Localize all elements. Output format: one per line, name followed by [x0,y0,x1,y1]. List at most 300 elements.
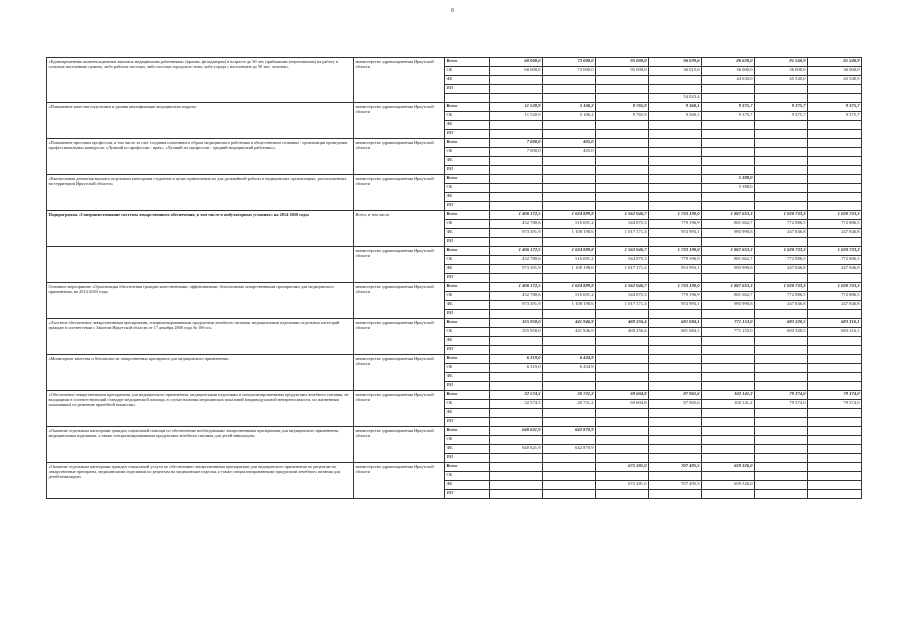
funding-source: ОБ [445,184,490,193]
funding-source: Всего [445,391,490,400]
funding-source: ИИ [445,310,490,319]
amount-cell [755,373,808,382]
amount-cell: 87 965,6 [649,391,702,400]
table-row [47,58,862,67]
amount-cell [596,346,649,355]
amount-cell: 68 000,0 [490,58,543,67]
measure-description: «Мониторинг качества и безопасности лекарственных препаратов для медицинского применения» [47,355,354,391]
measure-description [47,247,354,283]
amount-cell [755,454,808,463]
amount-cell [702,382,755,391]
amount-cell [702,490,755,499]
amount-cell: 1 020 733,3 [755,247,808,256]
amount-cell [755,418,808,427]
amount-cell [808,193,862,202]
amount-cell [596,148,649,157]
amount-cell: 45 540,0 [755,76,808,85]
amount-cell [808,364,862,373]
funding-source: ОБ [445,472,490,481]
funding-source: ФБ [445,229,490,238]
amount-cell: 441 946,9 [543,319,596,328]
funding-source: ФБ [445,265,490,274]
amount-cell: 9 375,7 [808,112,862,121]
amount-cell [808,373,862,382]
funding-source: ФБ [445,121,490,130]
amount-cell [490,337,543,346]
funding-source: ИИ [445,382,490,391]
amount-cell [808,121,862,130]
amount-cell: 5 106,2 [543,112,596,121]
amount-cell [596,409,649,418]
amount-cell: 683 320,5 [755,328,808,337]
amount-cell [649,436,702,445]
amount-cell [490,202,543,211]
amount-cell [755,202,808,211]
amount-cell [808,184,862,193]
amount-cell [543,346,596,355]
amount-cell: 6 434,9 [543,355,596,364]
amount-cell [596,472,649,481]
amount-cell [649,148,702,157]
funding-source: Всего [445,211,490,220]
funding-source: ФБ [445,193,490,202]
funding-source: Всего [445,247,490,256]
amount-cell: 1 020 733,3 [755,211,808,220]
funding-source: ФБ [445,409,490,418]
amount-cell [543,202,596,211]
amount-cell: 642 870,9 [543,427,596,436]
amount-cell: 1 017 171,4 [596,229,649,238]
amount-cell [702,346,755,355]
amount-cell [755,310,808,319]
amount-cell [649,139,702,148]
amount-cell: 11 520,9 [490,112,543,121]
amount-cell [755,463,808,472]
amount-cell [649,355,702,364]
funding-source: ОБ [445,256,490,265]
amount-cell [543,382,596,391]
amount-cell [755,166,808,175]
amount-cell [596,355,649,364]
amount-cell [702,445,755,454]
amount-cell [543,436,596,445]
amount-cell: 68 000,0 [490,67,543,76]
amount-cell: 79 374,0 [755,400,808,409]
amount-cell [808,472,862,481]
amount-cell: 95 000,0 [596,67,649,76]
amount-cell [490,373,543,382]
funding-source: ФБ [445,481,490,490]
amount-cell: 771 153,0 [702,319,755,328]
amount-cell [755,346,808,355]
amount-cell: 36 000,0 [755,67,808,76]
amount-cell [649,382,702,391]
amount-cell: 9 765,9 [596,103,649,112]
amount-cell: 642 870,9 [543,445,596,454]
amount-cell: 32 574,5 [490,391,543,400]
amount-cell [490,490,543,499]
funding-source: ФБ [445,445,490,454]
amount-cell [702,121,755,130]
amount-cell [596,130,649,139]
measure-description: «Обеспечение лекарственными препаратами для медицинского применения, медицинскими изделиями и специализированными продуктами лечебного питания, не входящими в соответствующий стандарт медицинской помощи, в случае наличия медицинских показаний (индивидуальной непереносимости, по жизненным показаниям) по решению врачебной комиссии» [47,391,354,427]
funding-source: Всего [445,103,490,112]
funding-source: ИИ [445,418,490,427]
amount-cell [649,184,702,193]
amount-cell [702,85,755,94]
funding-source: ОБ [445,220,490,229]
amount-cell [649,445,702,454]
amount-cell: 247 846,8 [808,229,862,238]
amount-cell [755,274,808,283]
amount-cell [808,490,862,499]
amount-cell [596,427,649,436]
amount-cell [755,364,808,373]
amount-cell: 5 388,0 [702,175,755,184]
amount-cell: 69 604,8 [596,400,649,409]
amount-cell: 544 875,3 [596,292,649,301]
funding-source: ИИ [445,202,490,211]
amount-cell [702,337,755,346]
amount-cell [543,121,596,130]
amount-cell: 9 375,7 [755,103,808,112]
amount-cell: 779 196,9 [649,256,702,265]
amount-cell: 544 875,3 [596,220,649,229]
amount-cell: 20 731,2 [543,400,596,409]
amount-cell [596,418,649,427]
amount-cell [649,130,702,139]
amount-cell [543,130,596,139]
amount-cell: 683 316,1 [808,328,862,337]
amount-cell: 95 000,0 [596,58,649,67]
amount-cell [596,139,649,148]
amount-cell [543,76,596,85]
amount-cell [755,148,808,157]
amount-cell [596,238,649,247]
amount-cell [755,157,808,166]
amount-cell: 683 316,1 [808,319,862,328]
amount-cell: 6 319,0 [490,364,543,373]
table-row [47,319,862,328]
amount-cell [808,157,862,166]
amount-cell [490,184,543,193]
amount-cell: 1 733 190,0 [649,211,702,220]
amount-cell [755,184,808,193]
amount-cell: 1 020 733,3 [808,247,862,256]
executor-cell: министерство здравоохранения Иркутской области [354,427,445,463]
amount-cell: 881 662,7 [702,220,755,229]
amount-cell: 516 691,2 [543,220,596,229]
amount-cell [755,427,808,436]
amount-cell [543,166,596,175]
amount-cell: 1 624 889,8 [543,283,596,292]
amount-cell [596,445,649,454]
amount-cell [596,85,649,94]
amount-cell [755,139,808,148]
amount-cell: 45 540,9 [808,76,862,85]
amount-cell: 73 000,0 [543,58,596,67]
amount-cell: 1 406 172,5 [490,247,543,256]
amount-cell [490,94,543,103]
amount-cell: 953 993,1 [649,301,702,310]
amount-cell [755,121,808,130]
measure-description: «Единовременные компенсационные выплаты медицинским работникам» (врачам, фельдшерам) в возрасте до 50 лет, прибывшим (переехавшим) на работу в сельские населенные пункты, либо рабочие поселки, либо поселки городского типа, либо города с населением до 50 тыс. человек» [47,58,354,103]
amount-cell [649,454,702,463]
amount-cell: 1 867 653,3 [702,283,755,292]
funding-source: Всего [445,139,490,148]
amount-cell: 432 780,6 [490,220,543,229]
amount-cell [755,472,808,481]
funding-source: ОБ [445,328,490,337]
amount-cell [649,274,702,283]
amount-cell: 79 374,0 [808,391,862,400]
funding-source: Всего [445,319,490,328]
amount-cell [702,274,755,283]
funding-source: ФБ [445,157,490,166]
table-row [47,283,862,292]
amount-cell [808,175,862,184]
amount-cell [702,166,755,175]
amount-cell: 1 020 733,3 [808,211,862,220]
amount-cell [490,193,543,202]
amount-cell: 985 990,6 [702,229,755,238]
amount-cell [808,94,862,103]
measure-description: «Льготное обеспечение лекарственными препаратами, специализированными продуктами лечебного питания, медицинскими изделиями отдельных категорий граждан в соответствии с Законом Иркутской области от 17 декабря 2008 года № 106-оз» [47,319,354,355]
funding-source: Всего [445,427,490,436]
amount-cell: 675 281,0 [596,463,649,472]
amount-cell [490,157,543,166]
amount-cell [755,409,808,418]
amount-cell: 953 993,1 [649,229,702,238]
amount-cell [702,238,755,247]
amount-cell [490,436,543,445]
amount-cell [755,481,808,490]
amount-cell [490,238,543,247]
funding-source: ИИ [445,166,490,175]
measure-description: «Оказание отдельным категориям граждан социальной помощи по обеспечению необходимыми лекарственными препаратами для медицинского применения, медицинскими изделиями, а также специализированными продуктами лечебного питания для детей-инвалидов» [47,427,354,463]
amount-cell [755,355,808,364]
amount-cell: 247 846,8 [755,265,808,274]
table-row [47,247,862,256]
amount-cell: 516 691,2 [543,292,596,301]
amount-cell: 102 141,2 [702,400,755,409]
amount-cell: 772 886,5 [755,220,808,229]
executor-cell: министерство здравоохранения Иркутской области [354,175,445,211]
executor-cell: министерство здравоохранения Иркутской области [354,139,445,175]
amount-cell: 973 391,9 [490,265,543,274]
amount-cell: 9 360,1 [649,103,702,112]
amount-cell [702,373,755,382]
amount-cell: 1 020 733,3 [755,283,808,292]
amount-cell [490,472,543,481]
amount-cell: 355 958,0 [490,328,543,337]
amount-cell [596,202,649,211]
amount-cell [596,121,649,130]
amount-cell: 675 281,0 [596,481,649,490]
amount-cell [702,436,755,445]
amount-cell: 102 141,2 [702,391,755,400]
amount-cell [702,94,755,103]
budget-table [46,57,862,499]
amount-cell [490,76,543,85]
amount-cell: 1 017 171,4 [596,301,649,310]
amount-cell: 469 256,4 [596,328,649,337]
amount-cell [596,184,649,193]
amount-cell [490,481,543,490]
amount-cell [649,121,702,130]
executor-cell: министерство здравоохранения Иркутской области [354,355,445,391]
amount-cell [490,310,543,319]
amount-cell: 779 196,9 [649,292,702,301]
amount-cell [702,454,755,463]
table-row [47,139,862,148]
amount-cell [808,409,862,418]
amount-cell: 1 733 190,0 [649,283,702,292]
amount-cell: 640 621,9 [490,445,543,454]
measure-description: Основное мероприятие «Организация обеспечения граждан качественными, эффективными, безопасными лекарственными препаратами для медицинского применения» на 2014-2020 годы [47,283,354,319]
amount-cell: 69 604,8 [596,391,649,400]
amount-cell: 1 020 733,3 [808,283,862,292]
amount-cell [490,418,543,427]
amount-cell: 79 374,0 [755,391,808,400]
amount-cell: 1 733 190,0 [649,247,702,256]
amount-cell [755,445,808,454]
amount-cell: 985 990,6 [702,301,755,310]
amount-cell [808,166,862,175]
amount-cell [596,364,649,373]
amount-cell [702,418,755,427]
amount-cell [543,481,596,490]
amount-cell [702,157,755,166]
amount-cell [596,94,649,103]
amount-cell [596,193,649,202]
amount-cell [596,454,649,463]
amount-cell: 659 326,0 [702,481,755,490]
funding-source: ИИ [445,454,490,463]
amount-cell: 772 886,5 [755,256,808,265]
amount-cell [490,454,543,463]
amount-cell [808,436,862,445]
amount-cell [543,157,596,166]
amount-cell [490,274,543,283]
amount-cell [543,490,596,499]
amount-cell: 36 000,0 [702,67,755,76]
executor-cell: министерство здравоохранения Иркутской области [354,319,445,355]
amount-cell: 7 000,0 [490,139,543,148]
amount-cell: 73 000,0 [543,67,596,76]
amount-cell [649,157,702,166]
amount-cell [702,148,755,157]
amount-cell: 881 662,7 [702,256,755,265]
amount-cell [808,148,862,157]
amount-cell: 432 780,6 [490,292,543,301]
amount-cell: 6 434,9 [543,364,596,373]
measure-description: «Оказание отдельным категориям граждан социальной услуги по обеспечению лекарственными препаратами для медицинского применения по рецептам на лекарственные препараты, медицинскими изделиями по рецептам на медицинские изделия, а также специализированными продуктами лечебного питания для детей-инвалидов» [47,463,354,499]
amount-cell [702,310,755,319]
amount-cell [543,94,596,103]
amount-cell [543,373,596,382]
amount-cell: 5 388,0 [702,184,755,193]
executor-cell: министерство здравоохранения Иркутской области [354,463,445,499]
amount-cell [490,382,543,391]
amount-cell: 9 360,1 [649,112,702,121]
funding-source: ФБ [445,76,490,85]
funding-source [445,94,490,103]
amount-cell: 772 886,5 [755,292,808,301]
amount-cell [543,454,596,463]
funding-source: Всего [445,58,490,67]
amount-cell: 683 320,5 [755,319,808,328]
amount-cell: 707 495,5 [649,481,702,490]
funding-source: Всего [445,175,490,184]
measure-description: Подпрограмма «Совершенствование системы лекарственного обеспечения, в том числе в амбулаторных условиях» на 2014-2020 годы [47,211,354,247]
amount-cell: 772 886,5 [808,220,862,229]
funding-source: ИИ [445,346,490,355]
amount-cell [702,364,755,373]
amount-cell: 32 574,5 [490,400,543,409]
amount-cell: 1 624 889,8 [543,211,596,220]
amount-cell: 9 375,7 [755,112,808,121]
amount-cell [596,490,649,499]
executor-cell: министерство здравоохранения Иркутской области [354,283,445,319]
amount-cell: 779 196,9 [649,220,702,229]
amount-cell [808,454,862,463]
executor-cell: Всего, в том числе [354,211,445,247]
amount-cell [649,472,702,481]
measure-description: «Ежемесячная денежная выплата отдельным категориям студентов в целях привлечения их для дальнейшей работы в медицинских организациях, расположенных на территории Иркутской области» [47,175,354,211]
amount-cell [808,85,862,94]
amount-cell [596,373,649,382]
amount-cell [755,94,808,103]
amount-cell [543,238,596,247]
amount-cell [490,121,543,130]
table-row [47,427,862,436]
amount-cell: 469 256,4 [596,319,649,328]
amount-cell: 985 990,6 [702,265,755,274]
amount-cell [755,130,808,139]
funding-source: ОБ [445,292,490,301]
amount-cell [649,166,702,175]
amount-cell [808,202,862,211]
amount-cell [490,85,543,94]
amount-cell [543,418,596,427]
amount-cell [543,472,596,481]
amount-cell [490,346,543,355]
amount-cell [755,337,808,346]
amount-cell [596,76,649,85]
amount-cell [596,436,649,445]
amount-cell: 1 562 046,7 [596,211,649,220]
amount-cell [543,184,596,193]
table-row [47,175,862,184]
amount-cell: 9 375,7 [808,103,862,112]
amount-cell: 772 886,5 [808,256,862,265]
amount-cell [808,337,862,346]
amount-cell [808,130,862,139]
amount-cell [649,364,702,373]
amount-cell: 1 562 046,7 [596,247,649,256]
amount-cell [808,346,862,355]
amount-cell: 973 391,9 [490,301,543,310]
amount-cell [755,238,808,247]
measure-description: «Повышение качества подготовки и уровня квалификации медицинских кадров» [47,103,354,139]
amount-cell [808,382,862,391]
amount-cell [596,337,649,346]
funding-source: ИИ [445,274,490,283]
amount-cell: 87 965,6 [649,400,702,409]
amount-cell [543,337,596,346]
amount-cell [808,274,862,283]
